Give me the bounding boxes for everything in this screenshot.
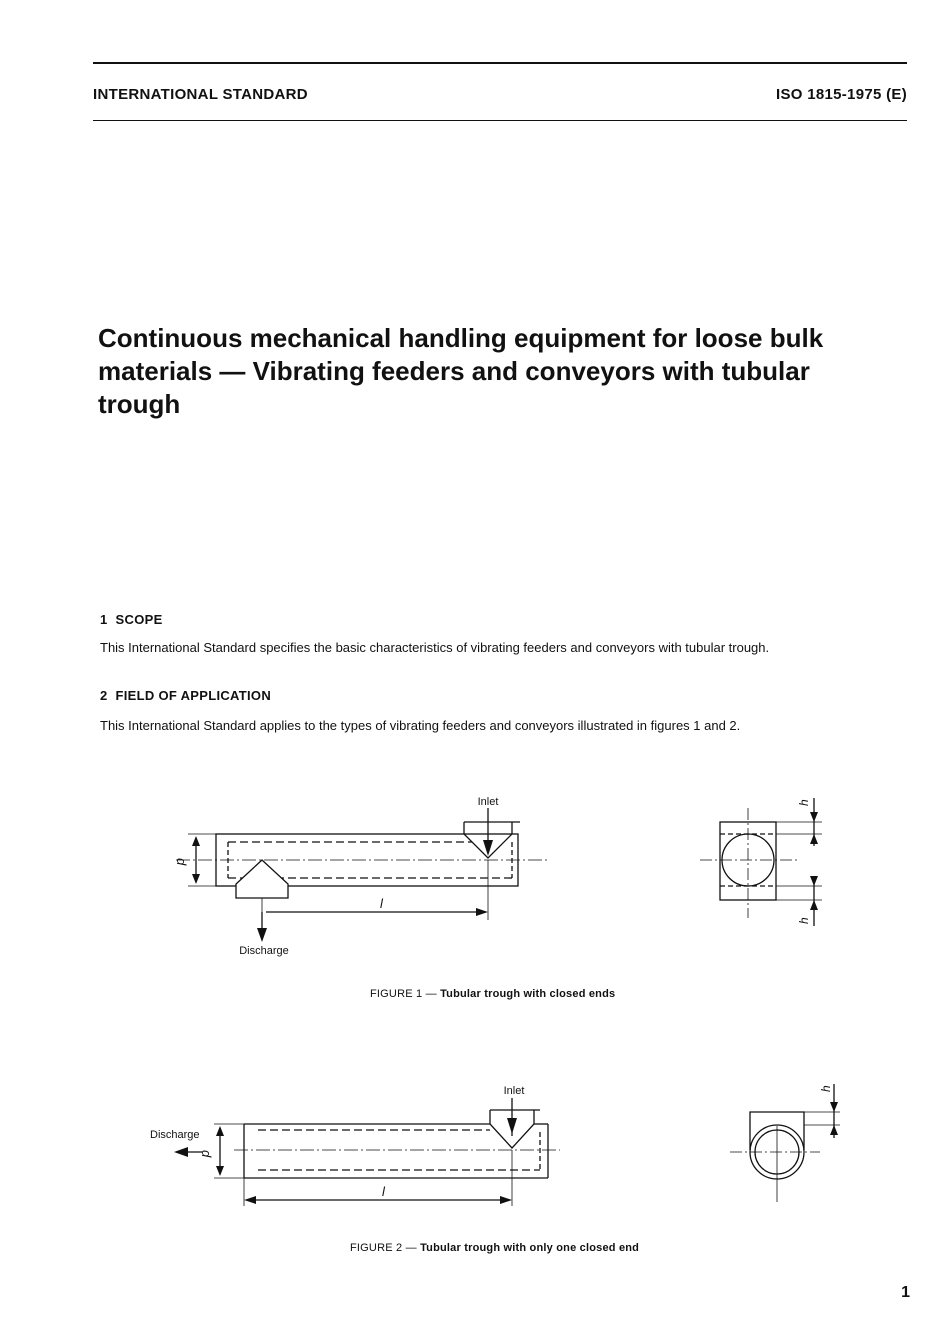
figure-1-caption-title: Tubular trough with closed ends	[440, 988, 616, 1000]
fig2-dimension-d: d	[199, 1150, 214, 1158]
fig2-dimension-h: h	[819, 1085, 833, 1092]
section-title: SCOPE	[115, 612, 163, 627]
figure-2-caption-title: Tubular trough with only one closed end	[420, 1242, 640, 1254]
section-number: 2	[100, 688, 108, 703]
fig2-dimension-l: l	[382, 1184, 385, 1199]
fig1-discharge-label: Discharge	[239, 945, 289, 957]
document-title: Continuous mechanical handling equipment for loose bulk materials — Vibrating feeders and conveyors with tubular trough	[98, 323, 824, 419]
fig1-dimension-h-top: h	[797, 799, 811, 806]
header-standard-label: INTERNATIONAL STANDARD	[93, 86, 308, 103]
fig2-discharge-arrow-icon	[174, 1147, 188, 1157]
fig1-dimension-h-bottom: h	[797, 917, 811, 924]
fig2-discharge-label: Discharge	[150, 1129, 200, 1141]
section-text-field-of-application: This International Standard applies to the types of vibrating feeders and conveyors illustrated in figures 1 and 2.	[100, 718, 741, 733]
fig1-inlet-label: Inlet	[477, 796, 499, 808]
fig2-inlet-arrow-icon	[507, 1118, 517, 1134]
fig1-dimension-l: l	[380, 896, 383, 911]
figure-1-caption-prefix: FIGURE 1 —	[370, 988, 437, 1000]
section-number: 1	[100, 612, 108, 627]
page-number: 1	[901, 1284, 910, 1301]
figure-2-caption-prefix: FIGURE 2 —	[350, 1242, 417, 1254]
section-title: FIELD OF APPLICATION	[115, 688, 272, 703]
section-text-scope: This International Standard specifies the basic characteristics of vibrating feeders and conveyors with tubular trough.	[100, 640, 770, 655]
fig2-inlet-label: Inlet	[503, 1085, 525, 1097]
fig1-dimension-d: d	[174, 858, 189, 866]
figure-2-caption	[350, 1242, 639, 1254]
header-document-number: ISO 1815-1975 (E)	[775, 86, 907, 103]
fig2-side-view	[730, 1084, 840, 1202]
